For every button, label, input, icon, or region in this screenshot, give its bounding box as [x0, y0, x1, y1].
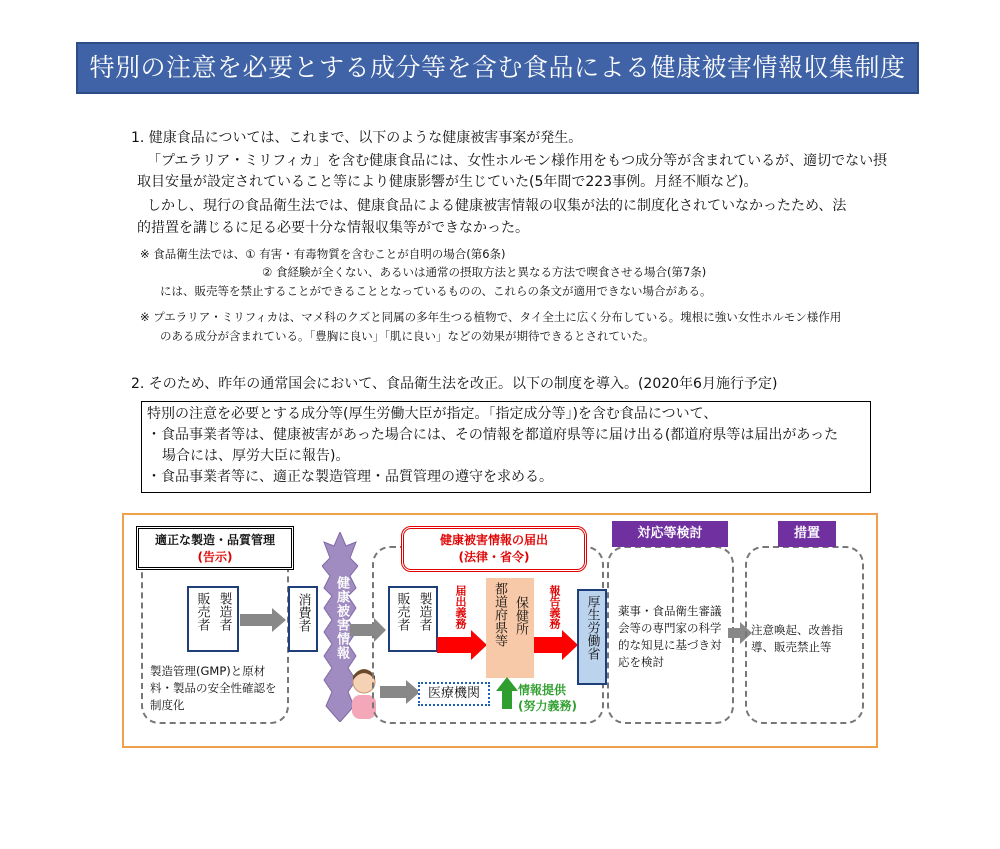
section2-heading: 2. そのため、昨年の通常国会において、食品衛生法を改正。以下の制度を導入。(2020年6月施行予定): [131, 376, 778, 392]
maker-seller-text-1: 製造者: [216, 592, 232, 631]
note1-line3: には、販売等を禁止することができることとなっているものの、これらの条文が適用できない場合がある。: [160, 284, 712, 298]
note1-line1: ※ 食品衛生法では、① 有害・有毒物質を含むことが自明の場合(第6条): [140, 247, 506, 261]
mhlw-text: 厚生労働省: [584, 595, 600, 660]
mhlw-box: [577, 589, 607, 685]
note2-line1: ※ プエラリア・ミリフィカは、マメ科のクズと同属の多年生つる植物で、タイ全土に広く分布している。塊根に強い女性ホルモン様作用: [140, 310, 842, 324]
arrow-to-medical: [380, 680, 420, 704]
arrow-to-consumer: [240, 608, 288, 632]
info-provide-label: 情報提供: [518, 683, 567, 697]
section1-para1-line2: 取目安量が設定されていること等により健康影響が生じていた(5年間で223事例。月経不順など)。: [137, 174, 758, 190]
note1-line2: ② 食経験が全くない、あるいは通常の摂取方法と異なる方法で喫食させる場合(第7条): [262, 265, 707, 279]
notify-duty-label: 届出義務: [454, 585, 467, 629]
quality-control-sub: (告示): [197, 550, 233, 564]
system-box-line3: 場合には、厚労大臣に報告)。: [162, 448, 350, 464]
system-box-line4: ・食品事業者等に、適正な製造管理・品質管理の遵守を求める。: [147, 469, 553, 485]
health-center-text: 保健所: [513, 596, 528, 635]
effort-duty-label: (努力義務): [518, 699, 577, 713]
maker-seller-text-2: 販売者: [194, 592, 210, 631]
quality-control-label: [136, 526, 294, 570]
arrow-to-maker: [350, 618, 388, 642]
system-box-line2: ・食品事業者等は、健康被害があった場合には、その情報を都道府県等に届け出る(都道府県等は届出があった: [147, 427, 839, 443]
section1-para2-line1: しかし、現行の食品衛生法では、健康食品による健康被害情報の収集が法的に制度化されていなかったため、法: [147, 198, 847, 214]
quality-control-title: 適正な製造・品質管理: [154, 533, 275, 547]
maker-seller-box: [187, 586, 239, 652]
system-box-line1: 特別の注意を必要とする成分等(厚生労働大臣が指定。「指定成分等」)を含む食品について、: [147, 406, 718, 422]
section1-heading: 1. 健康食品については、これまで、以下のような健康被害事案が発生。: [131, 130, 583, 146]
consumer-box: [288, 586, 318, 652]
maker-seller-b-text-2: 販売者: [394, 592, 410, 631]
page-title: 特別の注意を必要とする成分等を含む食品による健康被害情報収集制度の創設: [76, 42, 919, 94]
info-provide-arrow: [496, 677, 518, 709]
notify-arrow: [437, 630, 487, 660]
section1-para1-line1: 「プエラリア・ミリフィカ」を含む健康食品には、女性ホルモン様作用をもつ成分等が含まれているが、適切でない摂: [147, 153, 888, 169]
report-label: [401, 526, 587, 572]
report-arrow: [534, 630, 578, 660]
report-sub: (法律・省令): [458, 550, 530, 564]
report-duty-label: 報告義務: [548, 585, 561, 629]
report-title: 健康被害情報の届出: [439, 533, 548, 547]
quality-control-note: 製造管理(GMP)と原材料・製品の安全性確認を制度化: [150, 664, 277, 712]
prefecture-text: 都道府県等: [492, 582, 507, 647]
medical-box: 医療機関: [418, 682, 490, 706]
review-text: 薬事・食品衛生審議会等の専門家の科学的な知見に基づき対応を検討: [618, 604, 722, 669]
consumer-text: 消費者: [295, 593, 311, 632]
section1-para2-line2: 的措置を講じるに足る必要十分な情報収集等ができなかった。: [137, 220, 529, 236]
review-tag: 対応等検討: [612, 521, 728, 547]
health-info-text: 健康被害情報: [334, 576, 349, 660]
measure-text: 注意喚起、改善指導、販売禁止等: [751, 623, 843, 654]
measure-tag: 措置: [778, 521, 836, 547]
prefecture-box: [486, 578, 534, 678]
maker-seller-box-2: [388, 586, 438, 652]
note2-line2: のある成分が含まれている。「豊胸に良い」「肌に良い」などの効果が期待できるとされていた。: [160, 329, 655, 343]
maker-seller-b-text-1: 製造者: [416, 592, 432, 631]
